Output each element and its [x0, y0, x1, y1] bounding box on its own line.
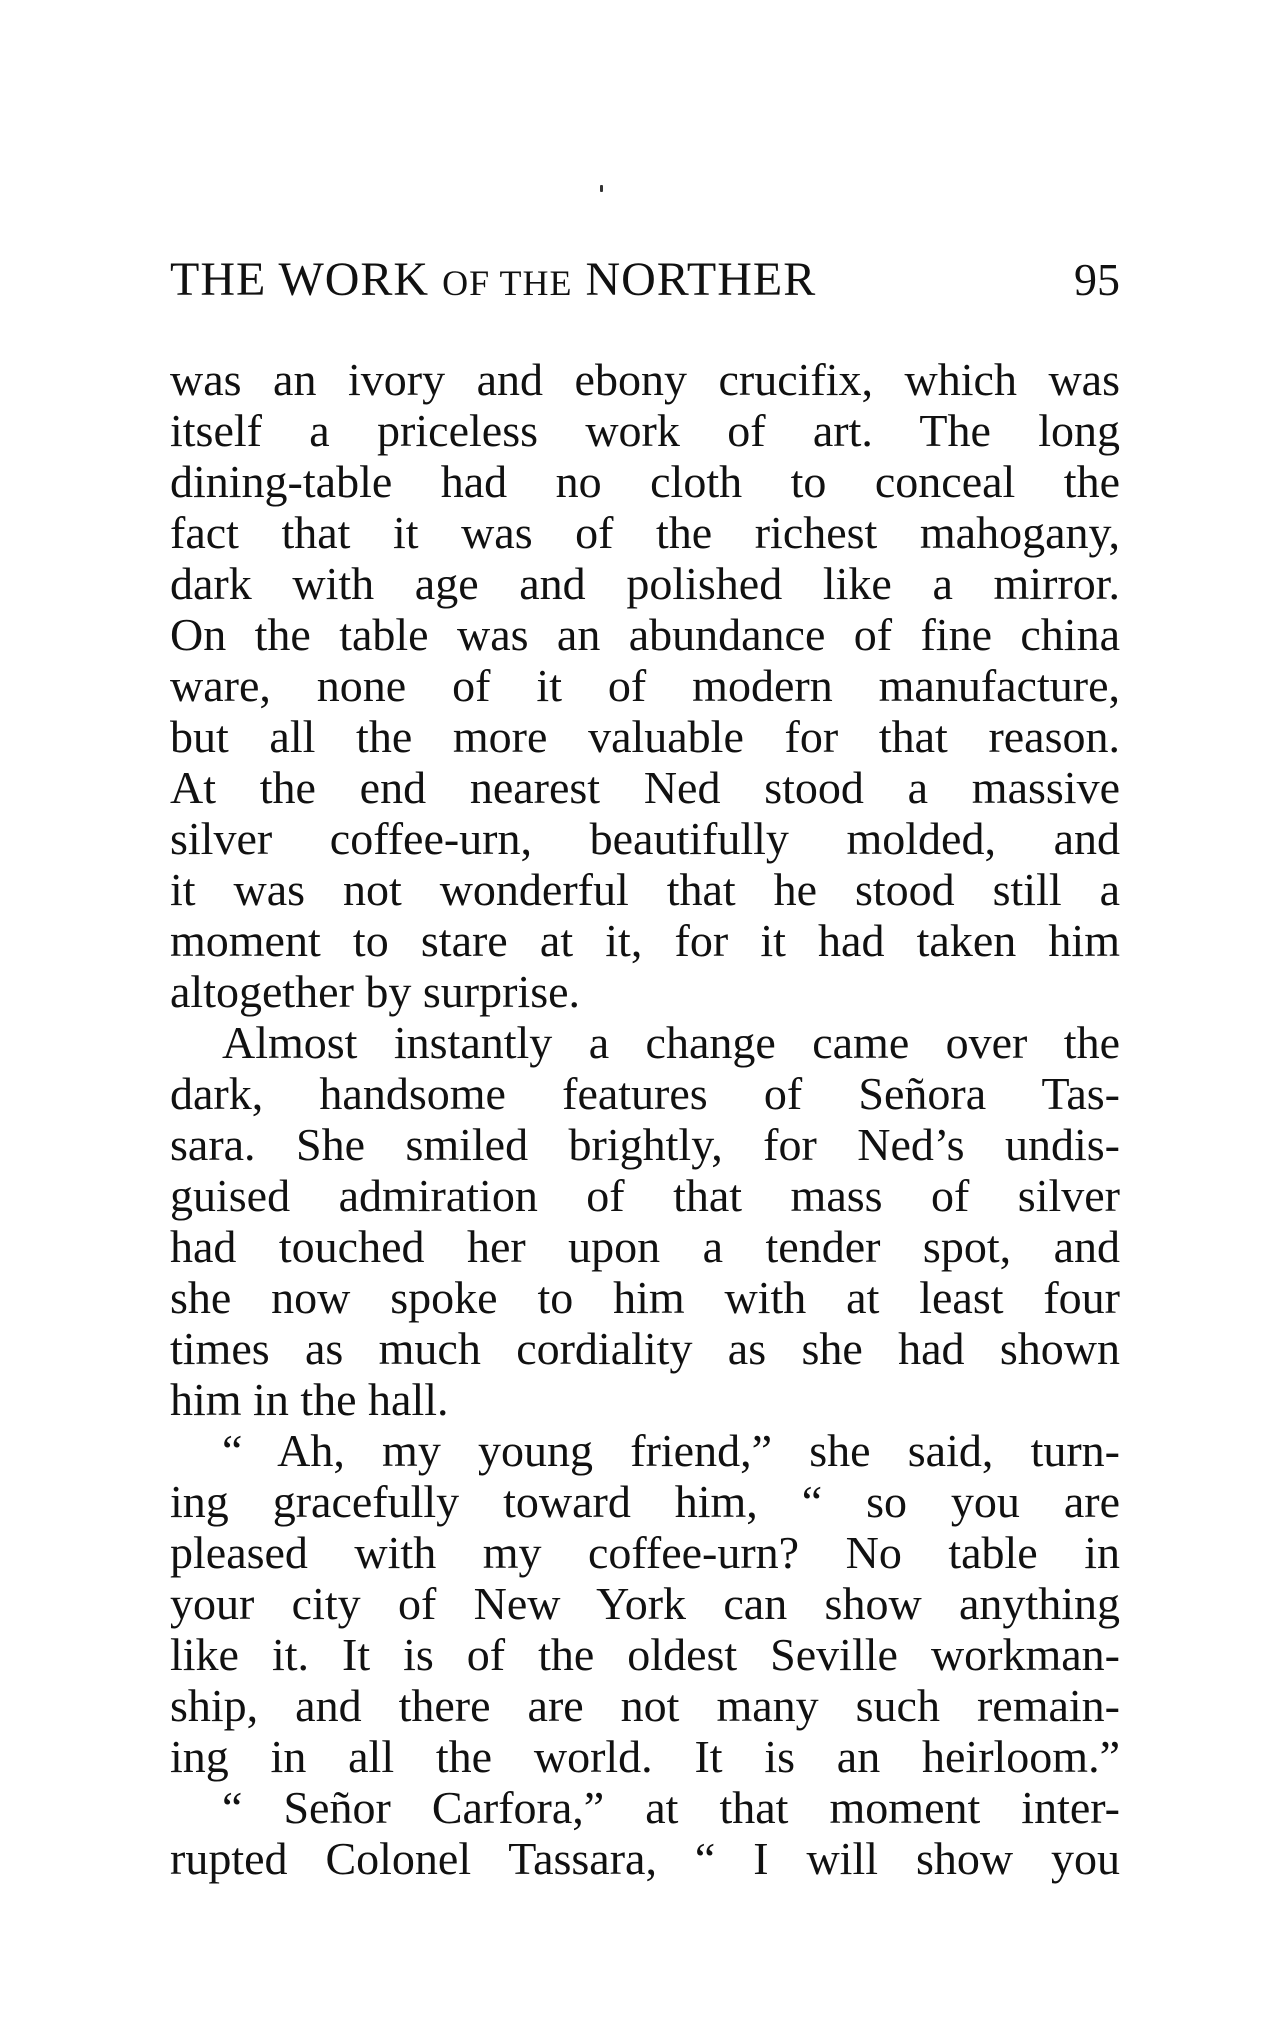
text-line: At the end nearest Ned stood a massive: [170, 762, 1120, 813]
text-line: it was not wonderful that he stood still a: [170, 864, 1120, 915]
text-line: rupted Colonel Tassara, “ I will show you: [170, 1833, 1120, 1884]
text-line: Almost instantly a change came over the: [222, 1017, 1120, 1068]
text-line: moment to stare at it, for it had taken him: [170, 915, 1120, 966]
text-line: but all the more valuable for that reason.: [170, 711, 1120, 762]
running-title: [170, 250, 816, 313]
running-title-part1: THE WORK: [170, 253, 430, 306]
text-line: On the table was an abundance of fine china: [170, 609, 1120, 660]
text-line: “ Ah, my young friend,” she said, turn-: [222, 1425, 1120, 1476]
page-number: 95: [1074, 254, 1120, 305]
print-speck: [600, 185, 603, 192]
text-line: ware, none of it of modern manufacture,: [170, 660, 1120, 711]
text-line: guised admiration of that mass of silver: [170, 1170, 1120, 1221]
text-line: itself a priceless work of art. The long: [170, 405, 1120, 456]
text-line: dark, handsome features of Señora Tas-: [170, 1068, 1120, 1119]
text-line: “ Señor Carfora,” at that moment inter-: [222, 1782, 1120, 1833]
text-line: had touched her upon a tender spot, and: [170, 1221, 1120, 1272]
running-title-part2: OF THE: [442, 263, 573, 303]
body-text: [170, 354, 1120, 1884]
running-head: [170, 250, 1120, 310]
text-line: silver coffee-urn, beautifully molded, and: [170, 813, 1120, 864]
running-title-part3: NORTHER: [585, 253, 817, 306]
text-line: dining-table had no cloth to conceal the: [170, 456, 1120, 507]
text-line: altogether by surprise.: [170, 966, 581, 1017]
text-line: your city of New York can show anything: [170, 1578, 1120, 1629]
text-line: fact that it was of the richest mahogany,: [170, 507, 1120, 558]
text-line: dark with age and polished like a mirror.: [170, 558, 1120, 609]
text-line: ing in all the world. It is an heirloom.”: [170, 1731, 1120, 1782]
text-line: sara. She smiled brightly, for Ned’s undis-: [170, 1119, 1120, 1170]
text-line: ing gracefully toward him, “ so you are: [170, 1476, 1120, 1527]
text-line: him in the hall.: [170, 1374, 449, 1425]
text-line: she now spoke to him with at least four: [170, 1272, 1120, 1323]
text-line: was an ivory and ebony crucifix, which was: [170, 354, 1120, 405]
text-line: ship, and there are not many such remain-: [170, 1680, 1120, 1731]
text-line: like it. It is of the oldest Seville workman-: [170, 1629, 1120, 1680]
text-line: times as much cordiality as she had shown: [170, 1323, 1120, 1374]
text-line: pleased with my coffee-urn? No table in: [170, 1527, 1120, 1578]
